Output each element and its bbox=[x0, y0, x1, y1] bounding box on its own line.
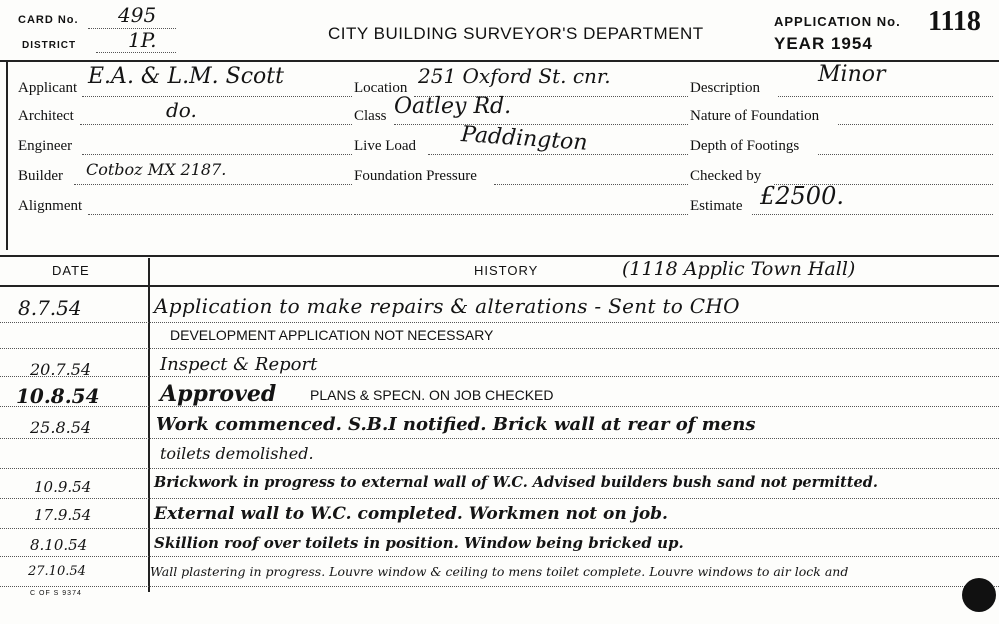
description-label: Description bbox=[690, 80, 760, 96]
applicant-value: E.A. & L.M. Scott bbox=[88, 64, 284, 89]
history-text-continued: toilets demolished. bbox=[160, 444, 314, 463]
history-text: Application to make repairs & alterations - Sent to CHO bbox=[154, 294, 740, 318]
history-date: 10.9.54 bbox=[34, 478, 92, 496]
history-date: 17.9.54 bbox=[34, 506, 92, 524]
estimate-value: £2500. bbox=[760, 182, 844, 210]
engineer-label: Engineer bbox=[18, 138, 73, 154]
district-value: 1P. bbox=[128, 28, 157, 52]
year-label: YEAR 1954 bbox=[774, 34, 873, 53]
class-value: Oatley Rd. bbox=[394, 94, 512, 119]
history-stamp: DEVELOPMENT APPLICATION NOT NECESSARY bbox=[170, 327, 494, 343]
history-text: Wall plastering in progress. Louvre window & ceiling to mens toilet complete. Louvre windows to air lock and bbox=[150, 564, 849, 579]
nature-of-foundation-label: Nature of Foundation bbox=[690, 108, 820, 124]
class-label: Class bbox=[354, 108, 387, 124]
checked-by-label: Checked by bbox=[690, 168, 762, 184]
architect-value: do. bbox=[166, 98, 197, 122]
application-no-label: APPLICATION No. bbox=[774, 14, 901, 29]
history-date: 25.8.54 bbox=[30, 418, 92, 437]
history-text: Inspect & Report bbox=[160, 354, 318, 375]
history-date: 20.7.54 bbox=[30, 360, 92, 379]
estimate-label: Estimate bbox=[690, 198, 743, 214]
location-value: 251 Oxford St. cnr. bbox=[418, 64, 611, 88]
history-text: Brickwork in progress to external wall of W.C. Advised builders bush sand not permitted. bbox=[154, 474, 878, 491]
form-code: C OF S 9374 bbox=[30, 590, 82, 597]
scan-hole-mark bbox=[962, 578, 996, 612]
history-text: Skillion roof over toilets in position. Window being bricked up. bbox=[154, 534, 684, 552]
date-column-header: DATE bbox=[52, 263, 90, 278]
history-date: 8.10.54 bbox=[30, 536, 88, 554]
history-text: Work commenced. S.B.I notified. Brick wall at rear of mens bbox=[156, 414, 756, 435]
builder-value: Cotboz MX 2187. bbox=[86, 160, 227, 179]
history-date: 8.7.54 bbox=[18, 296, 82, 320]
history-date: 10.8.54 bbox=[16, 384, 100, 408]
history-text: External wall to W.C. completed. Workmen not on job. bbox=[154, 504, 668, 524]
architect-label: Architect bbox=[18, 108, 74, 124]
depth-of-footings-label: Depth of Footings bbox=[690, 138, 800, 154]
history-text: Approved bbox=[160, 381, 277, 407]
card-no-label: CARD No. bbox=[18, 14, 79, 26]
live-load-label: Live Load bbox=[354, 138, 417, 154]
history-column-header: HISTORY bbox=[474, 263, 539, 278]
history-date: 27.10.54 bbox=[28, 564, 86, 579]
department-title: CITY BUILDING SURVEYOR'S DEPARTMENT bbox=[328, 24, 704, 43]
location-label: Location bbox=[354, 80, 408, 96]
card-no-value: 495 bbox=[118, 3, 157, 27]
history-stamp: PLANS & SPECN. ON JOB CHECKED bbox=[310, 387, 554, 403]
history-header-note: (1118 Applic Town Hall) bbox=[622, 258, 856, 280]
district-label: DISTRICT bbox=[22, 40, 77, 51]
description-value: Minor bbox=[818, 62, 886, 87]
alignment-label: Alignment bbox=[18, 198, 83, 214]
applicant-label: Applicant bbox=[18, 80, 78, 96]
live-load-value: Paddington bbox=[460, 122, 589, 156]
application-no-value: 1118 bbox=[928, 6, 981, 37]
builder-label: Builder bbox=[18, 168, 63, 184]
foundation-pressure-label: Foundation Pressure bbox=[354, 168, 477, 184]
